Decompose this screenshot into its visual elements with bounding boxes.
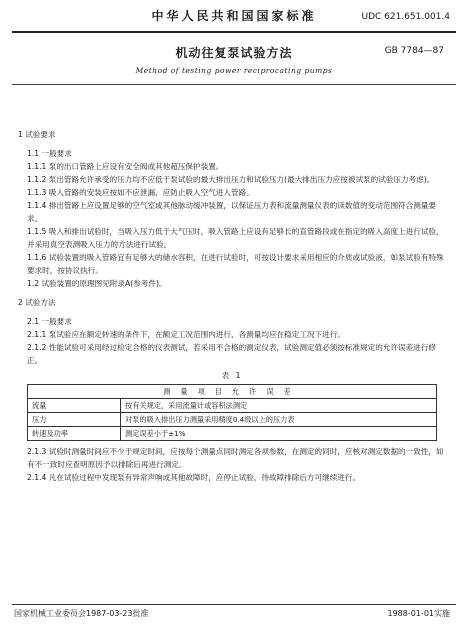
table-cell-item: 压力 [28, 413, 121, 427]
clause-1-1-5: 1.1.5 吸入和排出试验时，当吸入压力低于大气压时，吸入管路上应设有足够长的直管路段或在指定的吸入高度上进行试验，并采用真空表测吸入压力的方法进行试验。 [27, 227, 444, 249]
table-cell-value: 对泵的吸入排出压力测量采用精度0.4级以上的压力表 [121, 413, 437, 427]
document-title: 机动往复泵试验方法 [175, 46, 293, 60]
table-cell-value: 测定误差小于±1% [121, 427, 437, 441]
clause-2-1-2: 2.1.2 性能试验可采用经过检定合格的仪表测试，若采用不合格的测定仪表，试验测定值必须按标准规定的允许误差进行修正。 [27, 343, 437, 365]
table-row [28, 413, 437, 427]
standard-title: 中华人民共和国国家标准 [151, 9, 317, 23]
document-subtitle: Method of testing power reciprocating pumps [135, 66, 333, 75]
section-1-heading: 1 试验要求 [18, 130, 56, 139]
clause-2-1-4: 2.1.4 凡在试验过程中发现泵有异常声响或其他故障时，应停止试验，待故障排除后方可继续进行。 [27, 473, 361, 482]
clause-1-1-3: 1.1.3 吸入管路的安装应按如不应泄漏，应防止吸入空气进入管路。 [27, 188, 254, 197]
clause-1-1-heading: 1.1 一般要求 [27, 149, 72, 158]
implementation-date: 1988-01-01实施 [387, 609, 450, 618]
clause-2-1-1: 2.1.1 泵试验应在额定转速的条件下，在额定工况范围内进行，各测量均应在稳定工况下进行。 [27, 330, 345, 339]
table-caption: 表 1 [221, 371, 243, 380]
table-row [28, 427, 437, 441]
footer-rule [12, 604, 456, 605]
approval-date: 国家机械工业委员会1987-03-23批准 [14, 609, 149, 618]
measurement-table [27, 384, 437, 441]
table-cell-value: 按有关规定，采用流量计或容积法测定 [121, 399, 437, 413]
table-cell-item: 流量 [28, 399, 121, 413]
table-header-row [28, 385, 437, 399]
gb-number: GB 7784—87 [384, 46, 444, 56]
clause-2-1-heading: 2.1 一般要求 [27, 317, 72, 326]
table-header: 测量项目允许误差 [28, 385, 437, 399]
title-rule [12, 84, 456, 85]
udc-code: UDC 621.651.001.4 [361, 12, 450, 22]
clause-1-1-6: 1.1.6 试验装置的吸入管路宜有足够大的储水容积，在进行试验时，可按设计要求采用相应的介质或试验液，如泵试验有特殊要求时，按协议执行。 [27, 253, 444, 275]
document-body [18, 128, 446, 484]
clause-1-2: 1.2 试验装置的原理图见附录A(参考件)。 [27, 279, 167, 288]
clause-1-1-2: 1.1.2 泵出管路允许承受的压力均不应低于泵试验的最大排出压力和试验压力(最大排出压力应按被试泵的试验压力考虑)。 [27, 175, 435, 184]
clause-1-1-4: 1.1.4 排出管路上应设置足够的空气室或其他脉动缓冲装置，以保证压力表和流量测量仪表的读数值的变动范围符合测量要求。 [27, 201, 437, 223]
header-rule [12, 31, 456, 33]
clause-2-1-3: 2.1.3 试验时测量时间应不少于规定时间，应按每个测量点同时测定各项参数，在测定的同时，应核对测定数据的一致性，如有不一致时应查明原因予以排除后再进行测定。 [27, 447, 444, 469]
table-cell-item: 转速及功率 [28, 427, 121, 441]
clause-1-1-1: 1.1.1 泵的出口管路上应设有安全阀或其他超压保护装置。 [27, 162, 224, 171]
table-row [28, 399, 437, 413]
section-2-heading: 2 试验方法 [18, 298, 56, 307]
